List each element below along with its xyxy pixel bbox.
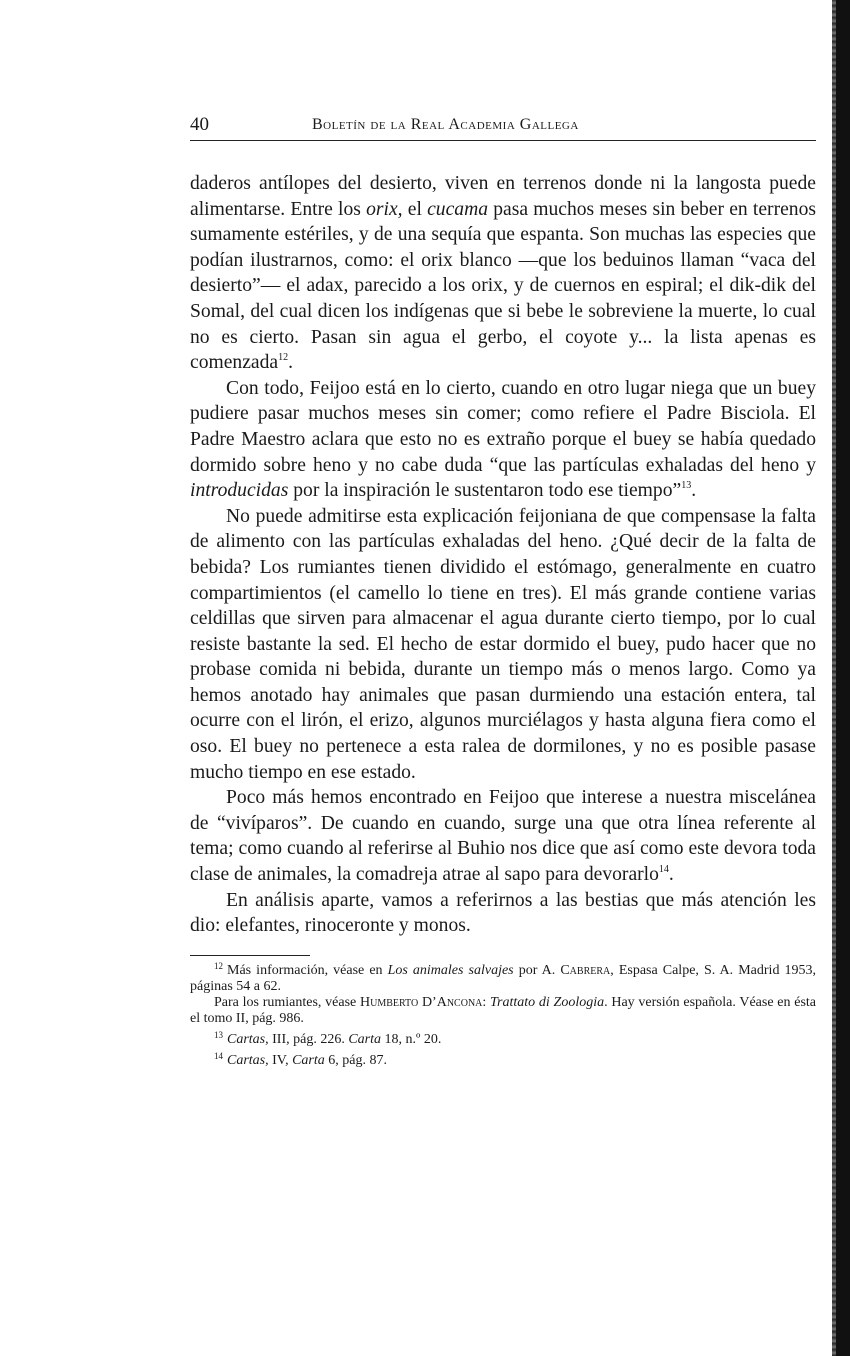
footnote-12b-title: Trattato di Zoologia	[490, 994, 605, 1010]
paragraph-3: No puede admitirse esta explicación feijoniana de que compensase la falta de alimento con las partículas exhaladas del heno. ¿Qué decir de la falta de bebida? Los rumiantes tienen dividido el estómago, generalmente en cuatro compartimientos (el camello lo tiene en tres). El más grande contiene varias celdillas que sirven para almacenar el agua durante cierto tiempo, por lo cual resiste bastante la sed. El hecho de estar dormido el buey, pudo hacer que no probase comida ni bebida, durante un tiempo más o menos largo. Como ya hemos anotado hay animales que pasan durmiendo una estación entera, tal ocurre con el lirón, el erizo, algunos murciélagos y hasta alguna fiera como el oso. El buey no pertenece a esta ralea de dormilones, y no es posible pasase mucho tiempo en ese estado.	[190, 505, 816, 783]
paragraph-4	[190, 785, 816, 887]
paragraph-1-text-a: daderos antílopes del desierto, viven en terrenos donde ni la langosta puede alimentarse. Entre los	[190, 173, 816, 220]
term-introducidas: introducidas	[190, 480, 289, 502]
footnote-12-text-c: , Espasa Calpe, S. A. Madrid 1953, páginas 54 a 62.	[190, 962, 817, 994]
paragraph-1-text-b: el	[402, 198, 428, 220]
footnote-12-continued	[190, 995, 816, 1027]
page-header	[190, 112, 816, 141]
footnote-14	[190, 1048, 816, 1069]
paragraph-4-end: .	[668, 864, 674, 886]
footnote-12b-author: Humberto D’Ancona	[359, 994, 483, 1010]
footnote-13-mark: 13	[214, 1029, 223, 1040]
footnote-13-cartas: Cartas	[227, 1031, 266, 1047]
footnote-12b-text-a: Para los rumiantes, véase	[214, 994, 360, 1010]
footnote-13-text-a: , III, pág. 226.	[265, 1031, 349, 1047]
footnote-14-text-a: , IV,	[265, 1052, 293, 1068]
paragraph-2-text-b: por la inspiración le sustentaron todo ese tiempo”	[288, 480, 682, 502]
footnote-12b-text-c: . Hay versión española. Véase en ésta el tomo II, pág. 986.	[190, 994, 817, 1026]
paragraph-5: En análisis aparte, vamos a referirnos a las bestias que más atención les dio: elefantes, rinoceronte y monos.	[190, 889, 816, 937]
footnote-14-carta: Carta	[292, 1052, 325, 1068]
term-cucama: cucama	[427, 198, 489, 220]
paragraph-2	[190, 376, 816, 504]
body-text	[190, 171, 816, 939]
scan-edge	[836, 0, 850, 1356]
footnote-13	[190, 1027, 816, 1048]
running-title: Boletín de la Real Academia Gallega	[312, 116, 579, 133]
footnote-12-text-a: Más información, véase en	[227, 962, 388, 978]
footnote-12-mark: 12	[214, 960, 223, 971]
note-ref-13[interactable]: 13	[681, 480, 692, 492]
footnote-13-carta: Carta	[348, 1031, 382, 1047]
footnote-13-text-b: 18, n.º 20.	[381, 1031, 442, 1047]
footnotes	[190, 955, 816, 1069]
footnote-12b-text-b: :	[482, 994, 491, 1010]
document-page	[190, 112, 816, 1069]
footnote-12	[190, 958, 816, 995]
page-number: 40	[190, 114, 209, 135]
term-orix: orix,	[366, 198, 403, 220]
footnote-12-text-b: por A.	[513, 962, 561, 978]
paragraph-1	[190, 171, 816, 376]
footnote-14-mark: 14	[214, 1050, 223, 1061]
footnote-14-text-b: 6, pág. 87.	[324, 1052, 387, 1068]
note-ref-12[interactable]: 12	[278, 352, 289, 364]
paragraph-4-text-a: Poco más hemos encontrado en Feijoo que interese a nuestra miscelánea de “vivíparos”. De cuando en cuando, surge una que otra línea referente al tema; como cuando al referirse al Buhio nos dice que así como este devora toda clase de animales, la comadreja atrae al sapo para devorarlo	[190, 787, 816, 886]
note-ref-14[interactable]: 14	[658, 864, 669, 876]
paragraph-2-text-a: Con todo, Feijoo está en lo cierto, cuando en otro lugar niega que un buey pudiere pasar muchos meses sin comer; como refiere el Padre Bisciola. El Padre Maestro aclara que esto no es extraño porque el buey se había quedado dormido sobre heno y no cabe duda “que las partículas exhaladas del heno y	[190, 377, 816, 476]
footnote-12-author: Cabrera	[560, 962, 611, 978]
footnote-14-cartas: Cartas	[227, 1052, 266, 1068]
footnote-rule	[190, 955, 310, 956]
footnote-12-title: Los animales salvajes	[387, 962, 514, 978]
paragraph-1-end: .	[288, 352, 294, 374]
paragraph-2-end: .	[691, 480, 697, 502]
paragraph-1-text-c: pasa muchos meses sin beber en terrenos sumamente estériles, y de una sequía que espanta. Son muchas las especies que podían ilustrarnos, como: el orix blanco —que los beduinos llaman “vaca del desierto”— el adax, parecido a los orix, y de cuernos en espiral; el dik-dik del Somal, del cual dicen los indígenas que si bebe le sobreviene la muerte, lo cual no es cierto. Pasan sin agua el gerbo, el coyote y... la lista apenas es comenzada	[190, 198, 817, 374]
